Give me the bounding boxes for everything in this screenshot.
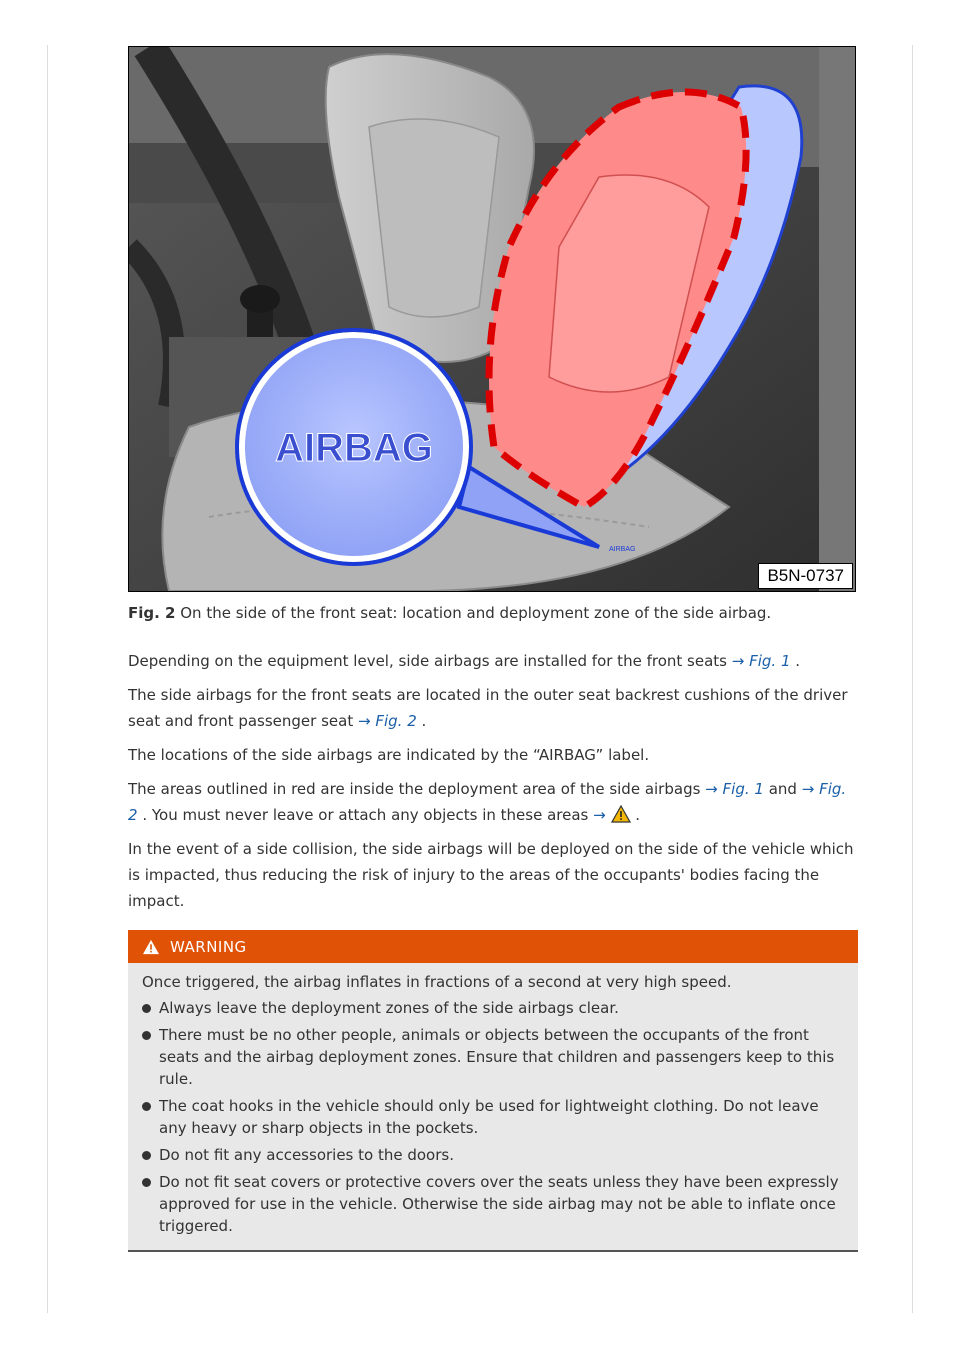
- warning-list: [142, 997, 846, 1237]
- bubble-label: AIRBAG: [275, 426, 433, 470]
- arrow-icon: →: [357, 712, 371, 730]
- arrow-icon: →: [731, 652, 745, 670]
- p2-text: The side airbags for the front seats are located in the outer seat backrest cushions of the driver seat and front passenger seat: [128, 686, 848, 730]
- warning-header: [128, 930, 858, 963]
- link-fig-2[interactable]: Fig. 2: [128, 780, 847, 824]
- seat-illustration: [129, 47, 855, 591]
- caption-label: Fig. 2: [128, 604, 176, 622]
- warning-body: [128, 963, 858, 1252]
- link-fig-1[interactable]: Fig. 1: [749, 652, 791, 670]
- paragraph-3: [128, 742, 858, 768]
- page-margin-left: [47, 45, 48, 1313]
- p1-text: Depending on the equipment level, side airbags are installed for the front seats: [128, 652, 732, 670]
- p4-mid: and: [763, 780, 802, 798]
- link-fig-1[interactable]: Fig. 1: [722, 780, 764, 798]
- p4-end: .: [630, 806, 641, 824]
- caption-text: On the side of the front seat: location and deployment zone of the side airbag.: [175, 604, 772, 622]
- paragraph-5: [128, 836, 858, 914]
- arrow-icon: →: [801, 780, 815, 798]
- link-fig-2[interactable]: Fig. 2: [375, 712, 417, 730]
- paragraph-1: [128, 648, 858, 674]
- p4-text-2: . You must never leave or attach any objects in these areas: [137, 806, 594, 824]
- figure-code: B5N-0737: [758, 563, 853, 589]
- paragraph-2: [128, 682, 858, 734]
- p1-end: .: [790, 652, 801, 670]
- warning-box: [128, 930, 858, 1252]
- body-text: [128, 648, 858, 922]
- paragraph-4: [128, 776, 858, 828]
- figure-seat-airbag: [128, 46, 856, 592]
- list-item: There must be no other people, animals or objects between the occupants of the front seats and the airbag deployment zones. Ensure that children and passengers keep to this rule.: [142, 1024, 846, 1090]
- warning-title: WARNING: [170, 937, 247, 956]
- p5-text: In the event of a side collision, the side airbags will be deployed on the side of the vehicle which is impacted, thus reducing the risk of injury to the areas of the occupants' bodies facing the impact.: [128, 840, 854, 910]
- list-item: Always leave the deployment zones of the side airbags clear.: [142, 997, 846, 1019]
- list-item: Do not fit seat covers or protective covers over the seats unless they have been expressly approved for use in the vehicle. Otherwise the side airbag may not be able to inflate once triggered.: [142, 1171, 846, 1237]
- warning-triangle-icon: [142, 939, 160, 955]
- arrow-icon: →: [593, 806, 606, 824]
- page-margin-right: [912, 45, 913, 1313]
- figure-caption: [128, 600, 858, 626]
- warning-triangle-icon[interactable]: [611, 805, 631, 823]
- arrow-icon: →: [705, 780, 718, 798]
- p3-text: The locations of the side airbags are indicated by the “AIRBAG” label.: [128, 746, 650, 764]
- list-item: Do not fit any accessories to the doors.: [142, 1144, 846, 1166]
- seat-tag: AIRBAG: [609, 546, 636, 553]
- list-item: The coat hooks in the vehicle should only be used for lightweight clothing. Do not leave any heavy or sharp objects in the pockets.: [142, 1095, 846, 1139]
- warning-intro: Once triggered, the airbag inflates in fractions of a second at very high speed.: [142, 973, 732, 991]
- p2-end: .: [416, 712, 427, 730]
- p4-text: The areas outlined in red are inside the deployment area of the side airbags: [128, 780, 706, 798]
